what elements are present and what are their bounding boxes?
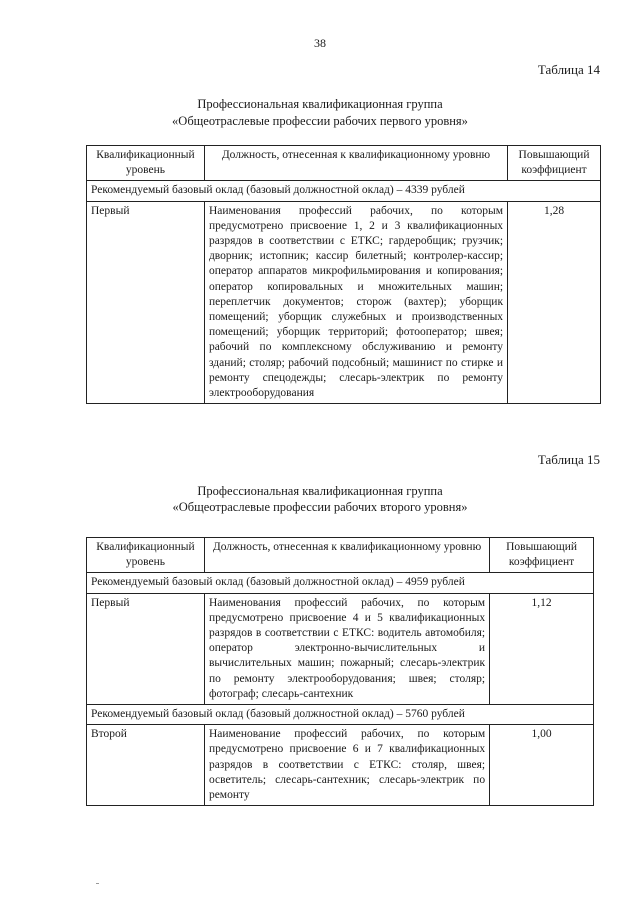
row-level: Второй xyxy=(87,725,205,806)
row-positions: Наименование профессий рабочих, по которым предусмотрено присвоение 6 и 7 квалификационных разрядов в соответствии с ЕТКС: столяр, швея; осветитель; слесарь-сантехник; слесарь-электрик по ремонту xyxy=(204,725,489,806)
table-15-label: Таблица 15 xyxy=(537,452,600,467)
salary-note: Рекомендуемый базовый оклад (базовый должностной оклад) – 4339 рублей xyxy=(87,181,601,201)
table-14-title-line2: «Общеотраслевые профессии рабочих первого уровня» xyxy=(172,114,468,128)
header-coef: Повышающий коэффициент xyxy=(490,538,594,573)
row-level: Первый xyxy=(87,593,205,704)
table-header-row xyxy=(87,146,601,181)
scan-speck xyxy=(96,883,99,884)
salary-row xyxy=(87,181,601,201)
header-position: Должность, отнесенная к квалификационному уровню xyxy=(204,146,507,181)
header-level: Квалификационный уровень xyxy=(87,538,205,573)
salary-row xyxy=(87,573,594,593)
table-14-title-line1: Профессиональная квалификационная группа xyxy=(197,97,443,111)
table-row xyxy=(87,201,601,404)
table-14-label: Таблица 14 xyxy=(537,62,600,77)
table-14 xyxy=(86,145,601,404)
row-coef: 1,00 xyxy=(490,725,594,806)
row-coef: 1,28 xyxy=(508,201,601,404)
table-15-title-line1: Профессиональная квалификационная группа xyxy=(197,484,443,498)
row-positions: Наименования профессий рабочих, по которым предусмотрено присвоение 1, 2 и 3 квалификационных разрядов в соответствии с ЕТКС; гардеробщик; грузчик; дворник; истопник; кассир билетный; контролер-кассир; оператор аппаратов микрофильмирования и копирования; оператор копировальных и множительных машин; переплетчик документов; сторож (вахтер); уборщик помещений; уборщик служебных и производственных помещений; уборщик территорий; фотооператор; швея; рабочий по комплексному обслуживанию и ремонту зданий; столяр; рабочий подсобный; машинист по стирке и ремонту спецодежды; слесарь-электрик по ремонту электрооборудования xyxy=(204,201,507,404)
table-row xyxy=(87,725,594,806)
salary-row xyxy=(87,705,594,725)
row-level: Первый xyxy=(87,201,205,404)
row-positions: Наименования профессий рабочих, по которым предусмотрено присвоение 4 и 5 квалификационных разрядов в соответствии с ЕТКС: водитель автомобиля; оператор электронно-вычислительных и вычислительных машин; пожарный; слесарь-электрик по ремонту электрооборудования; швея; столяр; фотограф; слесарь-сантехник xyxy=(204,593,489,704)
table-15 xyxy=(86,537,594,806)
table-header-row xyxy=(87,538,594,573)
header-coef: Повышающий коэффициент xyxy=(508,146,601,181)
salary-note: Рекомендуемый базовый оклад (базовый должностной оклад) – 5760 рублей xyxy=(87,705,594,725)
table-row xyxy=(87,593,594,704)
table-15-title-line2: «Общеотраслевые профессии рабочих второго уровня» xyxy=(172,500,468,514)
header-level: Квалификационный уровень xyxy=(87,146,205,181)
salary-note: Рекомендуемый базовый оклад (базовый должностной оклад) – 4959 рублей xyxy=(87,573,594,593)
page-number: 38 xyxy=(314,36,326,50)
header-position: Должность, отнесенная к квалификационному уровню xyxy=(204,538,489,573)
row-coef: 1,12 xyxy=(490,593,594,704)
